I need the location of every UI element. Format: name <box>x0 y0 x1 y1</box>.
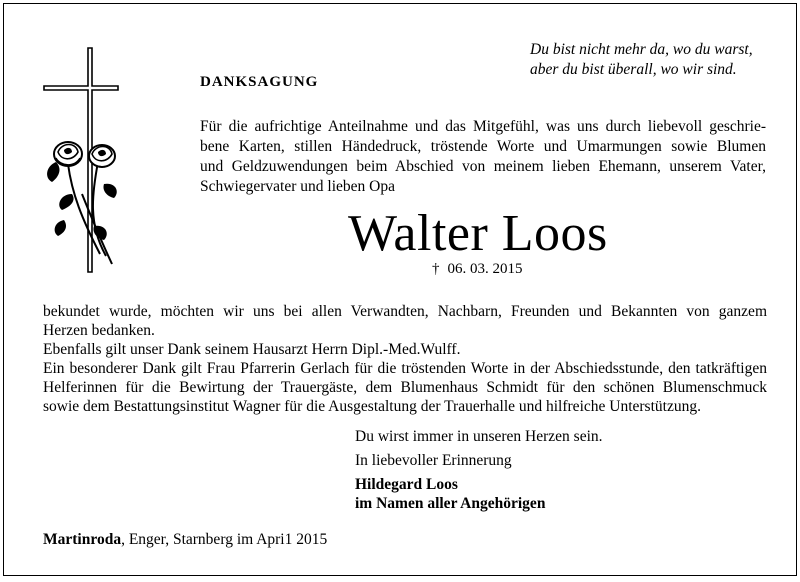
body-line-4: Ein besonderer Dank gilt Frau Pfarrerin Gerlach für die tröstenden Worte in der Abschiedsstunde, den tatkräftigen <box>43 360 767 377</box>
cross-with-roses-icon <box>42 44 122 276</box>
intro-paragraph <box>200 117 766 197</box>
signer-name: Hildegard Loos <box>355 476 458 493</box>
body-line-2: Herzen bedanken. <box>43 322 155 339</box>
body-line-1: bekundet wurde, möchten wir uns bei allen Verwandten, Nachbarn, Freunden und Bekannten von ganzem <box>43 303 767 320</box>
body-line-5: Helferinnen für die Bewirtung der Trauergäste, dem Blumenhaus Schmidt für den schönen Blumenschmuck <box>43 379 767 396</box>
motto-line-1: Du bist nicht mehr da, wo du warst, <box>530 41 753 58</box>
intro-line-2: bene Karten, stillen Händedruck, tröstende Worte und Umarmungen sowie Blumen <box>200 138 766 155</box>
closing-line-2: In liebevoller Erinnerung <box>355 452 512 469</box>
deceased-name: Walter Loos <box>348 205 608 262</box>
motto-quote <box>530 40 753 80</box>
signer-note: im Namen aller Angehörigen <box>355 495 546 512</box>
footer-place: Martinroda <box>43 531 122 548</box>
footer-place-date <box>43 531 327 549</box>
death-date: 06. 03. 2015 <box>447 261 523 277</box>
death-date-line <box>432 261 523 278</box>
intro-line-1: Für die aufrichtige Anteilnahme und das Mitgefühl, was uns durch liebevoll geschrie- <box>200 118 766 135</box>
closing-line-1: Du wirst immer in unseren Herzen sein. <box>355 428 603 445</box>
intro-line-4: Schwiegervater und lieben Opa <box>200 178 395 195</box>
dagger-icon: † <box>432 261 440 277</box>
heading: DANKSAGUNG <box>200 74 319 90</box>
footer-rest: , Enger, Starnberg im Apri1 2015 <box>121 531 328 548</box>
motto-line-2: aber du bist überall, wo wir sind. <box>530 61 737 78</box>
body-line-6: sowie dem Bestattungsinstitut Wagner für die Ausgestaltung der Trauerhalle und hilfreiche Unterstützung. <box>43 398 701 415</box>
intro-line-3: und Geldzuwendungen beim Abschied von meinem lieben Ehemann, unserem Vater, <box>200 158 766 175</box>
body-paragraph <box>43 302 767 416</box>
body-line-3: Ebenfalls gilt unser Dank seinem Hausarzt Herrn Dipl.-Med.Wulff. <box>43 341 461 358</box>
obituary-notice <box>3 3 797 576</box>
